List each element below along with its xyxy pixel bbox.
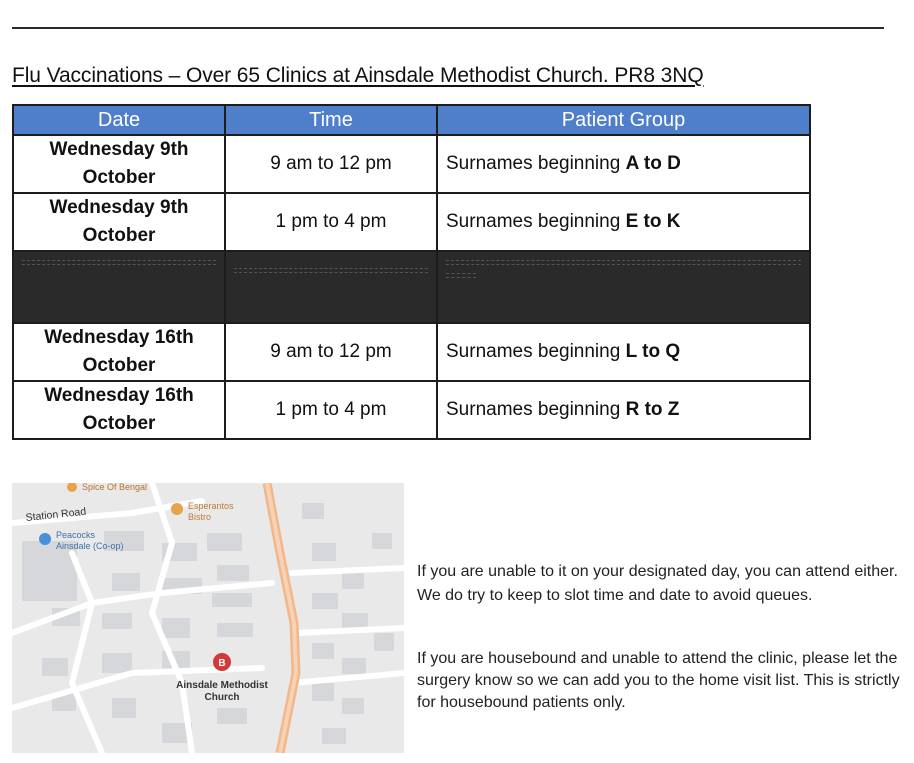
map-label-church: Ainsdale Methodist bbox=[176, 680, 268, 691]
row-group bbox=[437, 381, 810, 439]
redaction-mark bbox=[22, 260, 216, 265]
row-date: Wednesday 9th October bbox=[13, 135, 225, 193]
group-prefix: Surnames beginning bbox=[446, 153, 626, 174]
group-prefix: Surnames beginning bbox=[446, 399, 626, 420]
redaction-mark bbox=[234, 268, 428, 273]
page-title: Flu Vaccinations – Over 65 Clinics at Ainsdale Methodist Church. PR8 3NQ bbox=[12, 64, 704, 87]
row-date: Wednesday 16th October bbox=[13, 381, 225, 439]
redaction-mark bbox=[446, 260, 801, 265]
map-label-esperantos: Esperantos bbox=[188, 501, 234, 511]
top-rule bbox=[12, 27, 884, 29]
row-time: 9 am to 12 pm bbox=[225, 135, 437, 193]
header-date: Date bbox=[13, 105, 225, 135]
redacted-cell bbox=[225, 251, 437, 323]
group-range: E to K bbox=[625, 211, 681, 232]
table-row bbox=[13, 135, 810, 193]
group-prefix: Surnames beginning bbox=[446, 211, 626, 232]
note-housebound: If you are housebound and unable to attend the clinic, please let the surgery know so we can add you to the home visit list. This is strictly for housebound patients only. bbox=[417, 650, 900, 711]
map-label-spice: Spice Of Bengal bbox=[82, 483, 148, 492]
row-date: Wednesday 16th October bbox=[13, 323, 225, 381]
shop-icon bbox=[39, 533, 51, 545]
map-label-bistro: Bistro bbox=[188, 512, 212, 522]
group-range: L to Q bbox=[625, 341, 681, 362]
clinic-schedule-table bbox=[12, 104, 811, 440]
redacted-row bbox=[13, 251, 810, 323]
note-alternative-day: If you are unable to it on your designated day, you can attend either. We do try to keep to slot time and date to avoid queues. bbox=[417, 563, 898, 604]
map-label-peacocks: Peacocks bbox=[56, 530, 96, 540]
group-prefix: Surnames beginning bbox=[446, 341, 626, 362]
marker-letter: B bbox=[218, 658, 226, 669]
row-time: 1 pm to 4 pm bbox=[225, 193, 437, 251]
row-group bbox=[437, 135, 810, 193]
map-label-church-2: Church bbox=[204, 692, 240, 703]
group-range: R to Z bbox=[625, 399, 680, 420]
redacted-cell bbox=[437, 251, 810, 323]
redacted-cell bbox=[13, 251, 225, 323]
row-date: Wednesday 9th October bbox=[13, 193, 225, 251]
group-range: A to D bbox=[625, 153, 681, 174]
location-map bbox=[12, 483, 404, 753]
row-time: 1 pm to 4 pm bbox=[225, 381, 437, 439]
row-group bbox=[437, 323, 810, 381]
row-group bbox=[437, 193, 810, 251]
header-time: Time bbox=[225, 105, 437, 135]
row-time: 9 am to 12 pm bbox=[225, 323, 437, 381]
redaction-mark bbox=[446, 273, 476, 278]
table-header-row bbox=[13, 105, 810, 135]
map-label-station-road: Station Road bbox=[25, 505, 87, 524]
map-label-peacocks-coop: Ainsdale (Co-op) bbox=[56, 541, 124, 551]
table-row bbox=[13, 381, 810, 439]
table-row bbox=[13, 193, 810, 251]
table-row bbox=[13, 323, 810, 381]
restaurant-icon bbox=[171, 503, 183, 515]
header-patient-group: Patient Group bbox=[437, 105, 810, 135]
